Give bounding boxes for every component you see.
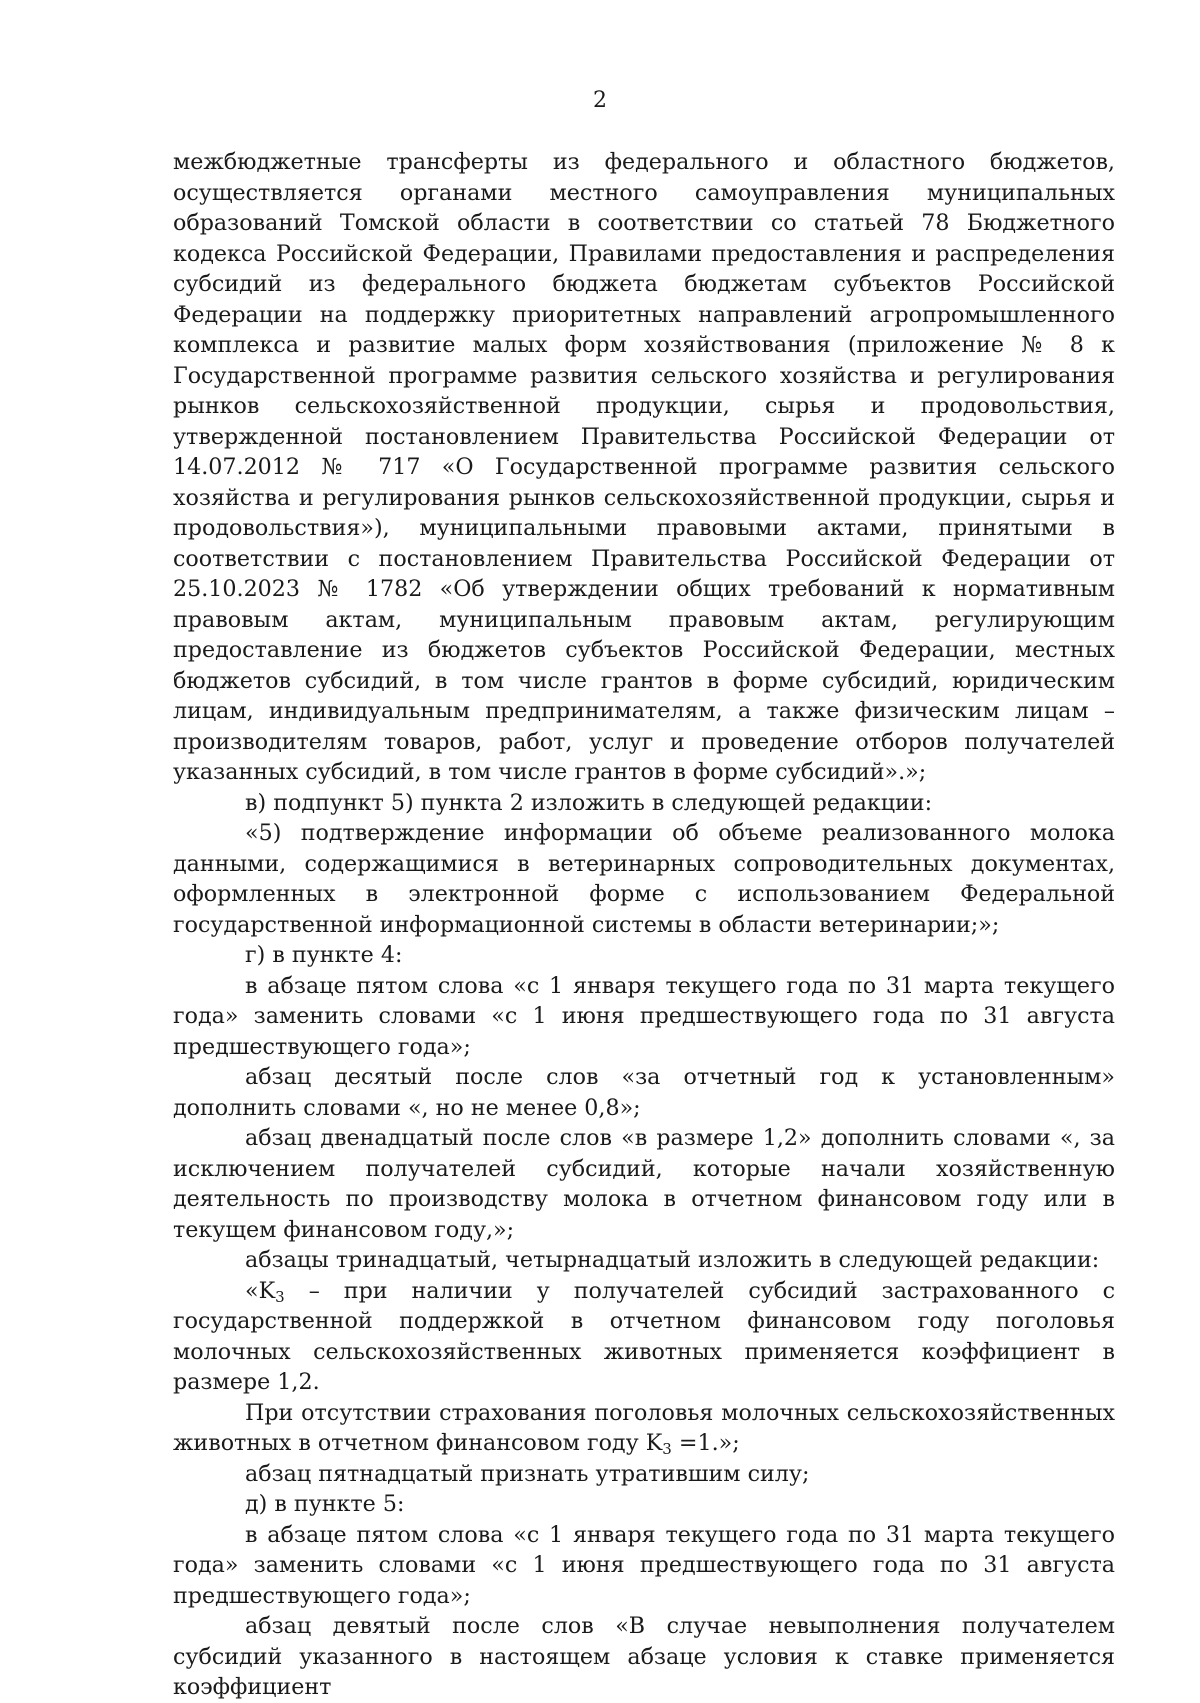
paragraph-item-g: г) в пункте 4: — [245, 942, 403, 968]
paragraph-item-d: д) в пункте 5: — [245, 1491, 405, 1517]
paragraph-abzac-13-14: абзацы тринадцатый, четырнадцатый изложить в следующей редакции: — [245, 1247, 1100, 1273]
paragraph-item-d-abzac-5: в абзаце пятом слова «с 1 января текущего года по 31 марта текущего года» заменить словами «с 1 июня предшествующего года по 31 августа предшествующего года»; — [173, 1521, 1115, 1609]
paragraph-abzac-9: абзац девятый после слов «В случае невыполнения получателем субсидий указанного в настоящем абзаце условия к ставке применяется коэффициент — [173, 1613, 1115, 1700]
k3-subscript: 3 — [275, 1287, 285, 1306]
paragraph-abzac-15: абзац пятнадцатый признать утратившим силу; — [245, 1460, 810, 1487]
paragraph-abzac-12: абзац двенадцатый после слов «в размере 1,2» дополнить словами «, за исключением получателей субсидий, которые начали хозяйственную деятельность по производству молока в отчетном финансовом году или в текущем финансовом году,»; — [173, 1125, 1115, 1243]
paragraph-item-v: в) подпункт 5) пункта 2 изложить в следующей редакции: — [245, 789, 933, 816]
k3-text-after: – при наличии у получателей субсидий застрахованного с государственной поддержкой в отчетном финансовом году поголовья молочных сельскохозяйственных животных применяется коэффициент в размере 1,2. — [173, 1277, 1115, 1395]
paragraph-abzac-5: в абзаце пятом слова «с 1 января текущего года по 31 марта текущего года» заменить словами «с 1 июня предшествующего года по 31 августа предшествующего года»; — [173, 972, 1115, 1060]
k3-text-before: «K — [245, 1277, 276, 1304]
paragraph-quote-item-5: «5) подтверждение информации об объеме реализованного молока данными, содержащимися в ветеринарных сопроводительных документах, оформленных в электронной форме с использованием Федеральной государственной информационной системы в области ветеринарии;»; — [173, 820, 1115, 938]
k3-no-insurance-after: =1.»; — [671, 1430, 740, 1456]
page-number: 2 — [593, 88, 607, 113]
paragraph-continuation: межбюджетные трансферты из федерального и областного бюджетов, осуществляется органами местного самоуправления муниципальных образований Томской области в соответствии со статьей 78 Бюджетного кодекса Российской Федерации, Правилами предоставления и распределения субсидий из федерального бюджета бюджетам субъектов Российской Федерации на поддержку приоритетных направлений агропромышленного комплекса и развитие малых форм хозяйствования (приложение № 8 к Государственной программе развития сельского хозяйства и регулирования рынков сельскохозяйственной продукции, сырья и продовольствия, утвержденной постановлением Правительства Российской Федерации от 14.07.2012 № 717 «О Государственной программе развития сельского хозяйства и регулирования рынков сельскохозяйственной продукции, сырья и продовольствия»), муниципальными правовыми актами, принятыми в соответствии с постановлением Правительства Российской Федерации от 25.10.2023 № 1782 «Об утверждении общих требований к нормативным правовым актам, муниципальным правовым актам, регулирующим предоставление из бюджетов субъектов Российской Федерации, местных бюджетов субсидий, в том числе грантов в форме субсидий, юридическим лицам, индивидуальным предпринимателям, а также физическим лицам – производителям товаров, работ, услуг и проведение отборов получателей указанных субсидий, в том числе грантов в форме субсидий».»; — [173, 149, 1115, 785]
paragraph-k3-no-insurance — [173, 1398, 1115, 1459]
paragraph-k3-definition — [173, 1276, 1115, 1398]
k3-no-insurance-before: При отсутствии страхования поголовья молочных сельскохозяйственных животных в отчетном финансовом году K — [173, 1399, 1115, 1456]
k3-no-insurance-subscript: 3 — [662, 1440, 672, 1458]
paragraph-abzac-10: абзац десятый после слов «за отчетный год к установленным» дополнить словами «, но не менее 0,8»; — [173, 1064, 1115, 1121]
document-body — [173, 147, 1115, 1703]
